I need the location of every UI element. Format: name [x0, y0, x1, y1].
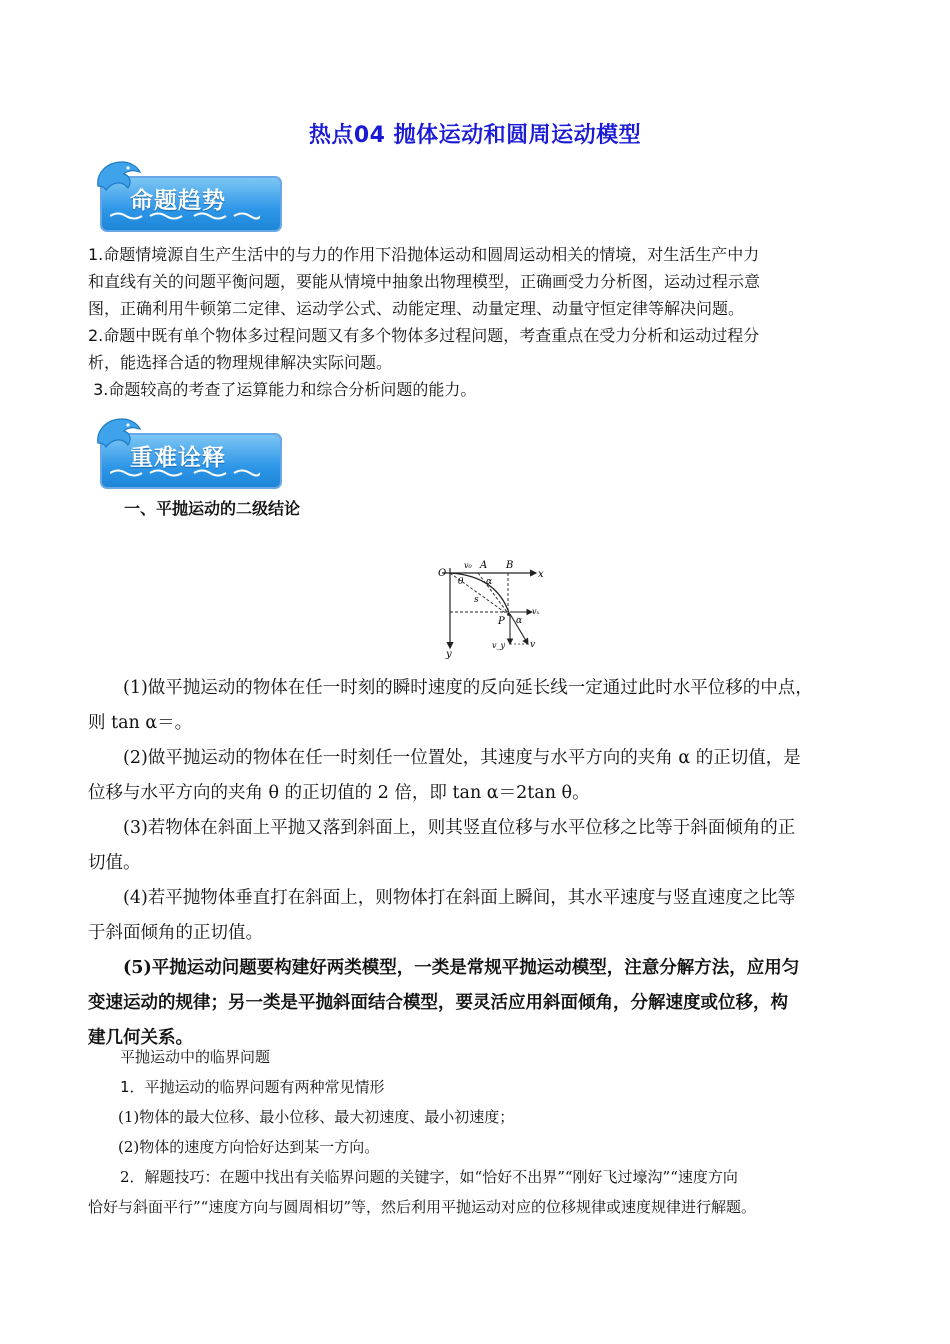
conclusion-line: 于斜面倾角的正切值。: [88, 923, 263, 943]
conclusion-line: 位移与水平方向的夹角 θ 的正切值的 2 倍，即 tan α＝2tan θ。: [88, 783, 590, 803]
trend-line: 和直线有关的问题平衡问题，要能从情境中抽象出物理模型，正确画受力分析图，运动过程示意: [88, 272, 761, 291]
section-heading: 一、平抛运动的二级结论: [124, 499, 301, 518]
trend-line: 析，能选择合适的物理规律解决实际问题。: [88, 353, 393, 372]
badge-label: 重难诠释: [130, 445, 226, 471]
label-alpha-top: α: [486, 577, 493, 587]
label-alpha-bottom: α: [516, 616, 523, 626]
label-s: s: [474, 595, 479, 605]
label-O: O: [438, 568, 447, 579]
conclusion-line: (2)做平抛运动的物体在任一时刻任一位置处，其速度与水平方向的夹角 α 的正切值，是: [123, 748, 801, 768]
label-y: y: [446, 649, 452, 660]
critical-item-cont: 恰好与斜面平行”“速度方向与圆周相切”等，然后利用平抛运动对应的位移规律或速度规律进行解题。: [88, 1198, 757, 1216]
label-vx: vₓ: [532, 607, 540, 616]
critical-sub: (1)物体的最大位移、最小位移、最大初速度、最小初速度；: [118, 1108, 515, 1126]
critical-item: 1．平抛运动的临界问题有两种常见情形: [120, 1078, 385, 1096]
label-A: A: [480, 560, 488, 571]
label-B: B: [506, 560, 514, 571]
bold-conclusion-line: 建几何关系。: [88, 1028, 193, 1048]
conclusion-line: (1)做平抛运动的物体在任一时刻的瞬时速度的反向延长线一定通过此时水平位移的中点，: [123, 678, 813, 698]
critical-heading: 平抛运动中的临界问题: [120, 1048, 271, 1066]
conclusion-line: (3)若物体在斜面上平抛又落到斜面上，则其竖直位移与水平位移之比等于斜面倾角的正: [123, 818, 796, 838]
critical-block: [88, 1042, 878, 1222]
conclusion-line: 切值。: [88, 853, 141, 873]
badge-trend: [92, 156, 292, 234]
wave-decoration: [110, 211, 260, 221]
conclusion-line: 则 tan α＝。: [88, 713, 193, 733]
label-vy: v_y: [492, 641, 506, 650]
label-theta: θ: [458, 577, 464, 587]
label-x: x: [538, 569, 544, 580]
label-P: P: [498, 616, 505, 627]
projectile-diagram: [428, 556, 558, 662]
trend-text: [88, 241, 878, 403]
trend-line: 3.命题较高的考查了运算能力和综合分析问题的能力。: [88, 380, 477, 399]
trend-line: 2.命题中既有单个物体多过程问题又有多个物体多过程问题，考查重点在受力分析和运动过程分: [88, 326, 760, 345]
page-title: 热点04 抛体运动和圆周运动模型: [308, 123, 642, 148]
badge-explain: [92, 413, 292, 491]
conclusions-block: [88, 671, 878, 1056]
critical-item: 2．解题技巧：在题中找出有关临界问题的关键字，如“恰好不出界”“刚好飞过壕沟”“速度方向: [120, 1168, 738, 1186]
critical-sub: (2)物体的速度方向恰好达到某一方向。: [118, 1138, 380, 1156]
label-v: v: [530, 640, 536, 650]
trend-line: 图，正确利用牛顿第二定律、运动学公式、动能定理、动量定理、动量守恒定律等解决问题。: [88, 299, 745, 318]
label-v0: v₀: [464, 561, 472, 570]
bold-conclusion-line: 变速运动的规律；另一类是平抛斜面结合模型，要灵活应用斜面倾角，分解速度或位移，构: [88, 993, 788, 1013]
trend-line: 1.命题情境源自生产生活中的与力的作用下沿抛体运动和圆周运动相关的情境，对生活生产中力: [88, 245, 760, 264]
badge-label: 命题趋势: [130, 188, 226, 214]
conclusion-line: (4)若平抛物体垂直打在斜面上，则物体打在斜面上瞬间，其水平速度与竖直速度之比等: [123, 888, 796, 908]
bold-conclusion-line: (5)平抛运动问题要构建好两类模型，一类是常规平抛运动模型，注意分解方法，应用匀: [123, 958, 800, 978]
wave-decoration: [110, 468, 260, 478]
